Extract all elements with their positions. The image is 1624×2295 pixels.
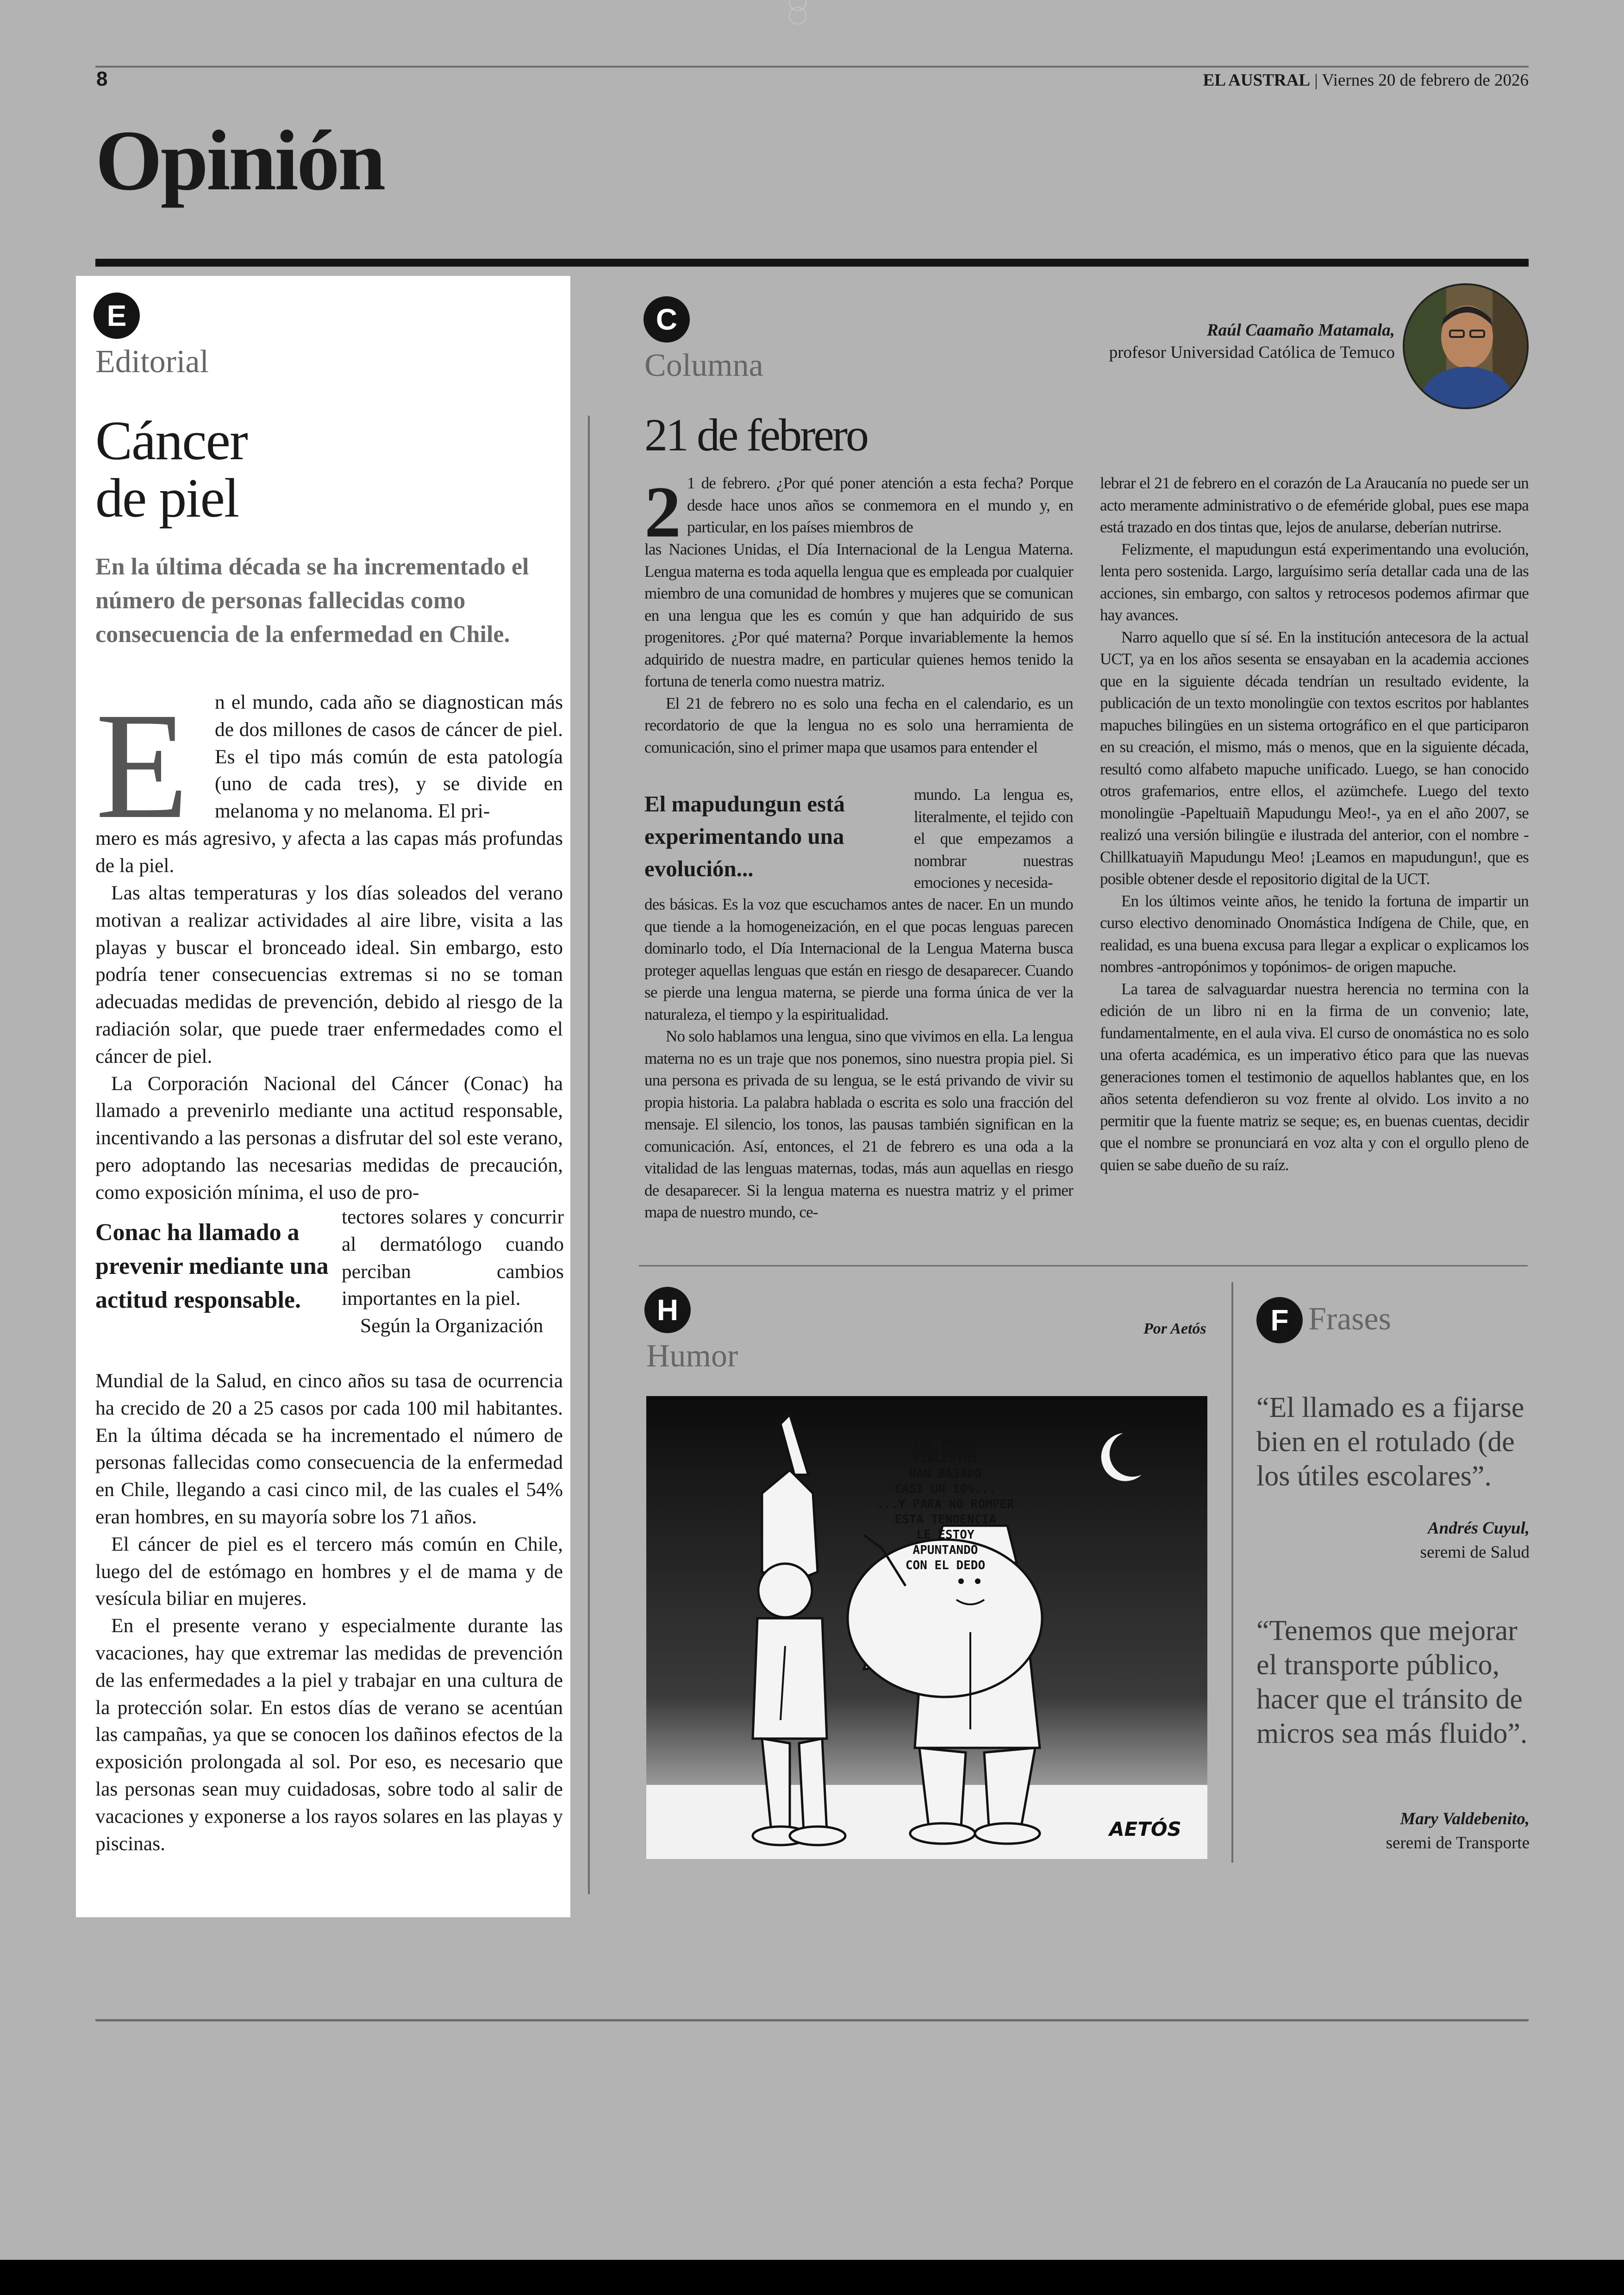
paragraph-text: En los últimos veinte años, he tenido la fortuna de impartir un curso electivo denominado Onomástica Indígena de Chile, que, en realidad, es una buena excusa para llegar a explicar o explicamos los nombres -antropónimos y topónimos- de origen mapuche. (1100, 892, 1529, 976)
paragraph-text: No solo hablamos una lengua, sino que vivimos en ella. La lengua materna no es un traje que nos ponemos, sino nuestra propia piel. Si una persona es privada de su lengua, se le está privando de vivir su propia historia. La palabra hablada o escrita es solo una fracción del mensaje. El silencio, los tonos, las pausas también significan en la comunicación. Así, entonces, el 21 de febrero es una oda a la vitalidad de las lenguas maternas, todas, más aun aquellas en riesgo de desaparecer. Si la lengua materna es nuestra matriz y el primer mapa de nuestro mundo, ce- (644, 1027, 1073, 1221)
cartoon-bubble (867, 1436, 1024, 1573)
page-nav-dots (782, 0, 843, 14)
column-paragraph (644, 538, 1073, 758)
column-badge: C (643, 296, 690, 343)
paragraph-text: Narro aquello que sí sé. En la institución antecesora de la actual UCT, ya en los años sesenta se ensayaban en la academia acciones que en la siguiente década tendrían un resultado evidente, la publicación de un texto monolingüe con textos escritos por hablantes mapuches bilingües en un sistema ortográfico en el que participaron en su creación, el mismo, más o menos, que en la siguiente década, resultó como alfabeto mapuche unificado. Luego, se han conocido otros grafemarios, entre ellos, el azümchefe. Luego del texto monolingüe -Papeltuaiñ Mapudungu Meo!-, ya en el año 2007, se realizó una versión bilingüe e ilustrada del anterior, con el nombre -Chillkatuayiñ Mapudungu Meo! ¡Leamos en mapudungun!, que es posible obtener desde el repositorio digital de la UCT. (1100, 628, 1529, 888)
humor-kicker: Humor (646, 1338, 738, 1374)
humor-byline: Por Aetós (1143, 1320, 1206, 1337)
bubble-line: HAN BAJADO (909, 1467, 982, 1481)
humor-cartoon (646, 1396, 1207, 1859)
author-photo-icon (1405, 285, 1527, 407)
paragraph-text: Mundial de la Salud, en cinco años su tasa de ocurrencia ha crecido de 20 a 25 casos por cada 100 mil habitantes. En la última década se ha incrementado el número de personas fallecidas como consecuencia de la enfermedad en Chile, llegando a casi cinco mil, de las cuales el 54% eran hombres, en su mayoría sobre los 71 años. (95, 1370, 563, 1528)
column-bottom-rule (639, 1265, 1528, 1266)
editorial-lead: En la última década se ha incrementado el número de personas fallecidas como consecuencia de la enfermedad en Chile. (95, 554, 529, 648)
bubble-line: VIOLENTOS (912, 1452, 978, 1466)
column-divider (588, 416, 590, 1894)
section-divider (95, 259, 1529, 267)
bubble-line: ...Y PARA NO ROMPER (876, 1497, 1014, 1511)
page-number: 8 (96, 68, 108, 90)
quote-author-name: Mary Valdebenito, (1400, 1809, 1530, 1828)
quote-author-role: seremi de Salud (1420, 1543, 1530, 1562)
paragraph-text: 1 de febrero. ¿Por qué poner atención a esta fecha? Porque desde hace unos años se conmemora en el mundo y, en particular, en los países miembros de (687, 474, 1073, 536)
frases-quote-author (1420, 1516, 1530, 1565)
paragraph-text: n el mundo, cada año se diagnostican más de dos millones de casos de cáncer de piel. Es el tipo más común de esta patología (uno de cada tres), y se divide en melanoma y no melanoma. El pri- (215, 691, 563, 823)
column-paragraph (687, 472, 1073, 538)
column-kicker: Columna (644, 348, 763, 383)
editorial-narrow-text (342, 1204, 564, 1340)
paragraph-text: Felizmente, el mapudungun está experimentando una evolución, lenta pero sostenida. Largo, larguísimo sería detallar cada una de las acciones, sin embargo, con saltos y retrocesos podemos afirmar que hay avances. (1100, 540, 1529, 624)
humor-divider (1231, 1282, 1233, 1863)
editorial-paragraph (215, 689, 563, 825)
editorial-badge: E (94, 293, 140, 339)
editorial-body (95, 879, 563, 1206)
quote-author-name: Andrés Cuyul, (1427, 1519, 1530, 1538)
cartoon-signature: AETÓS (1109, 1818, 1181, 1840)
publication-name: EL AUSTRAL (1203, 71, 1310, 90)
paragraph-text: El 21 de febrero no es solo una fecha en el calendario, es un recordatorio de que la lengua no es solo una herramienta de comunicación, sino el primer mapa que usamos para entender el (644, 694, 1073, 756)
editorial-kicker: Editorial (95, 344, 209, 380)
paragraph-text: des básicas. Es la voz que escuchamos antes de nacer. En un mundo que tiende a la homogeneización, en el que pocas lenguas parecen dominarlo todo, el Día Internacional de la Lengua Materna busca proteger aquellas lenguas que están en riesgo de desaparecer. Cuando se pierde una lengua materna, se pierde una forma única de ver la naturaleza, el tiempo y la espiritualidad. (644, 895, 1073, 1023)
bubble-line: CON EL DEDO (905, 1559, 986, 1572)
column-narrow-text (914, 784, 1073, 894)
paragraph-text: Las altas temperaturas y los días soleados del verano motivan a realizar actividades al aire libre, visita a las playas y buscar el bronceado ideal. Sin embargo, esto podría tener consecuencias extremas si no se toman adecuadas medidas de prevención, debido al riesgo de la radiación solar, que puede traer enfermedades como el cáncer de piel. (95, 882, 563, 1067)
editorial-body-bottom (95, 1367, 563, 1857)
paragraph-text: las Naciones Unidas, el Día Internacional de la Lengua Materna. Lengua materna es toda aquella lengua que es empleada por cualquier miembro de una comunidad de hombres y mujeres que se comunican en una lengua que les es común y que han adquirido de sus progenitores. ¿Por qué materna? Porque invariablemente la hemos adquirido de nuestra madre, en particular quienes hemos tenido la fortuna de tenerla como nuestra matriz. (644, 540, 1073, 690)
viewer-bottom-bar (0, 2260, 1624, 2295)
paragraph-text: lebrar el 21 de febrero en el corazón de La Araucanía no puede ser un acto meramente administrativo o de efeméride global, pues ese mapa está trazado en dos tintas que, lejos de anularse, deberían nutrirse. (1100, 474, 1529, 536)
editorial-pullquote: Conac ha llamado a prevenir mediante una actitud responsable. (95, 1219, 329, 1313)
column-second-col (1100, 472, 1529, 1176)
editorial-paragraph (95, 825, 563, 879)
author-name: Raúl Caamaño Matamala, (1206, 321, 1395, 340)
bubble-line: LOS ROBOS (912, 1436, 978, 1450)
quote-author-role: seremi de Transporte (1386, 1834, 1530, 1852)
bubble-line: LE ESTOY (916, 1528, 974, 1542)
header-rule (95, 66, 1529, 68)
headline-line: Cáncer (95, 410, 247, 471)
frases-quote: “Tenemos que mejorar el transporte público, hacer que el tránsito de micros sea más fluido”. (1256, 1615, 1528, 1749)
headline-line: de piel (95, 467, 239, 529)
paragraph-text: En el presente verano y especialmente durante las vacaciones, hay que extremar las medidas de prevención de las enfermedades a la piel y trabajar en una cultura de la protección solar. En estos días de verano se acentúan las campañas, ya que se conocen los dañinos efectos de la exposición prolongada al sol. Por eso, es necesario que las personas sean muy cuidadosas, sobre todo al salir de vacaciones y exponerse a los rayos solares en las playas y piscinas. (95, 1615, 563, 1855)
frases-badge: F (1256, 1297, 1303, 1343)
section-title: Opinión (95, 113, 384, 208)
editorial-headline (95, 412, 247, 527)
bubble-line: APUNTANDO (912, 1543, 978, 1557)
header-dateline: EL AUSTRAL | Viernes 20 de febrero de 2026 (1203, 71, 1529, 90)
paragraph-text: tectores solares y concurrir al dermatólogo cuando perciban cambios importantes en la piel. (342, 1206, 564, 1310)
column-headline: 21 de febrero (644, 409, 868, 461)
paragraph-text: La Corporación Nacional del Cáncer (Conac) ha llamado a prevenirlo mediante una actitud responsable, incentivando a las personas a disfrutar del sol este verano, pero adoptando las necesarias medidas de precaución, como exposición mínima, el uso de pro- (95, 1072, 563, 1204)
paragraph-text: Según la Organización (360, 1315, 543, 1337)
bubble-line: CASI UN 10%... (894, 1482, 996, 1496)
column-dropcap: 2 (644, 472, 681, 553)
paragraph-text: mundo. La lengua es, literalmente, el tejido con el que empezamos a nombrar nuestras emociones y necesida- (914, 786, 1073, 892)
humor-badge: H (644, 1287, 691, 1333)
author-role: profesor Universidad Católica de Temuco (1109, 343, 1395, 362)
paragraph-text: mero es más agresivo, y afecta a las capas más profundas de la piel. (95, 827, 563, 877)
paragraph-text: El cáncer de piel es el tercero más común en Chile, luego del de estómago en hombres y el de mama y de vesícula biliar en mujeres. (95, 1533, 563, 1610)
frases-kicker: Frases (1308, 1301, 1391, 1337)
paragraph-text: La tarea de salvaguardar nuestra herencia no termina con la edición de un libro ni en la firma de un convenio; late, fundamentalmente, en el aula viva. El curso de onomástica no es solo una oferta académica, es un imperativo ético para que las nuevas generaciones tomen el testimonio de aquellos hablantes que, en los años setenta defendieron su voz frente al olvido. Los invito a no permitir que la fuente matriz se seque; es, en buenas cuentas, decidir que el nombre se pronunciará en voz alta y con el orgullo pleno de quien se sabe dueño de su raíz. (1100, 979, 1529, 1174)
nav-dot-icon[interactable] (789, 7, 806, 25)
column-pullquote: El mapudungun está experimentando una evolución... (644, 791, 845, 881)
column-paragraph (644, 893, 1073, 1223)
bubble-line: ESTA TENDENCIA (894, 1513, 996, 1527)
frases-quote: “El llamado es a fijarse bien en el rotulado (de los útiles escolares”. (1256, 1392, 1524, 1492)
author-avatar (1403, 283, 1529, 409)
column-author (1109, 319, 1395, 364)
issue-date: Viernes 20 de febrero de 2026 (1322, 71, 1529, 90)
editorial-dropcap: E (95, 681, 189, 850)
frases-quote-author (1386, 1807, 1530, 1855)
page-bottom-rule (95, 2019, 1529, 2021)
